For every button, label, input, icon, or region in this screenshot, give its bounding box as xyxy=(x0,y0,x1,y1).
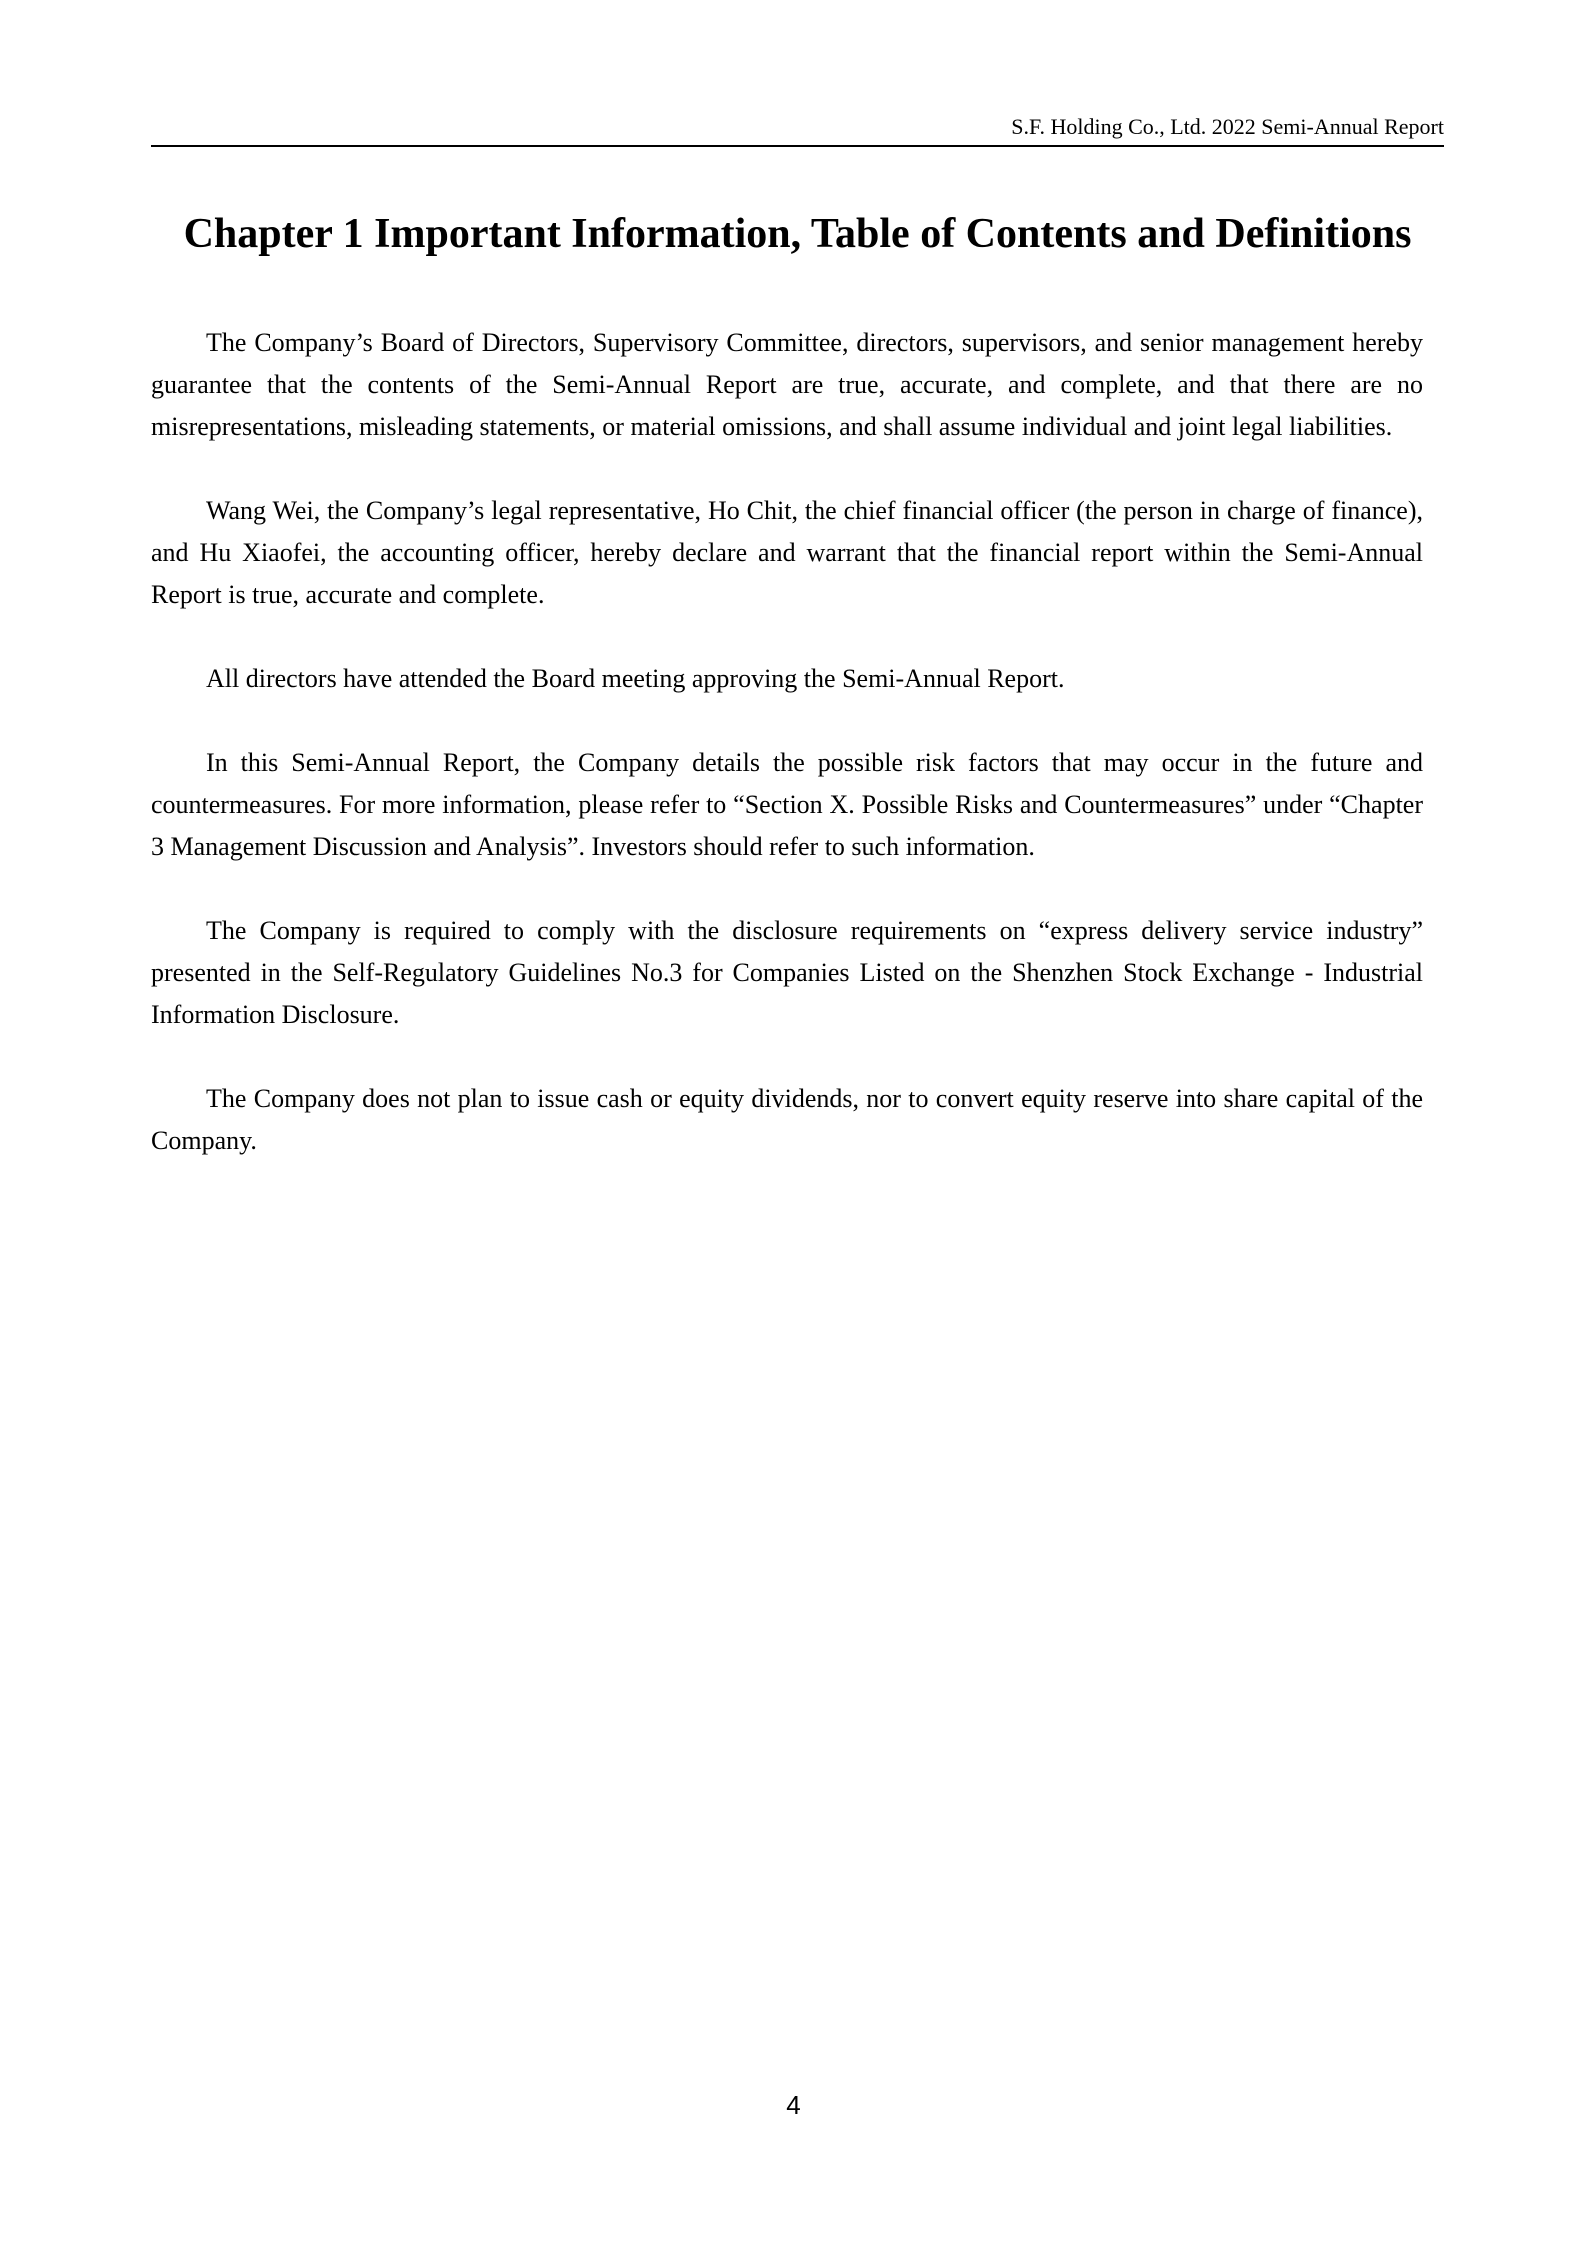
paragraph-financial-report-declaration: Wang Wei, the Company’s legal representative, Ho Chit, the chief financial officer (the person in charge of finance), and Hu Xiaofei, the accounting officer, hereby declare and warrant that the financial report within the Semi-Annual Report is true, accurate and complete. xyxy=(151,496,1423,609)
paragraph-board-attendance: All directors have attended the Board meeting approving the Semi-Annual Report. xyxy=(206,664,1065,693)
page-number: 4 xyxy=(786,2090,801,2120)
paragraph-risk-factors: In this Semi-Annual Report, the Company details the possible risk factors that may occur in the future and countermeasures. For more information, please refer to “Section X. Possible Risks and Countermeasures” under “Chapter 3 Management Discussion and Analysis”. Investors should refer to such information. xyxy=(151,748,1423,861)
paragraph-disclosure-requirements: The Company is required to comply with the disclosure requirements on “express delivery service industry” presented in the Self-Regulatory Guidelines No.3 for Companies Listed on the Shenzhen Stock Exchange - Industrial Information Disclosure. xyxy=(151,916,1423,1029)
chapter-title: Chapter 1 Important Information, Table of Contents and Definitions xyxy=(183,211,1412,257)
body-text xyxy=(151,322,1423,1204)
paragraph-dividend-plan: The Company does not plan to issue cash or equity dividends, nor to convert equity reserve into share capital of the Company. xyxy=(151,1084,1423,1155)
running-header xyxy=(151,112,1444,147)
paragraph-responsibility-statement: The Company’s Board of Directors, Supervisory Committee, directors, supervisors, and senior management hereby guarantee that the contents of the Semi-Annual Report are true, accurate, and complete, and that there are no misrepresentations, misleading statements, or material omissions, and shall assume individual and joint legal liabilities. xyxy=(151,328,1423,441)
running-header-title: S.F. Holding Co., Ltd. 2022 Semi-Annual Report xyxy=(1011,114,1444,139)
